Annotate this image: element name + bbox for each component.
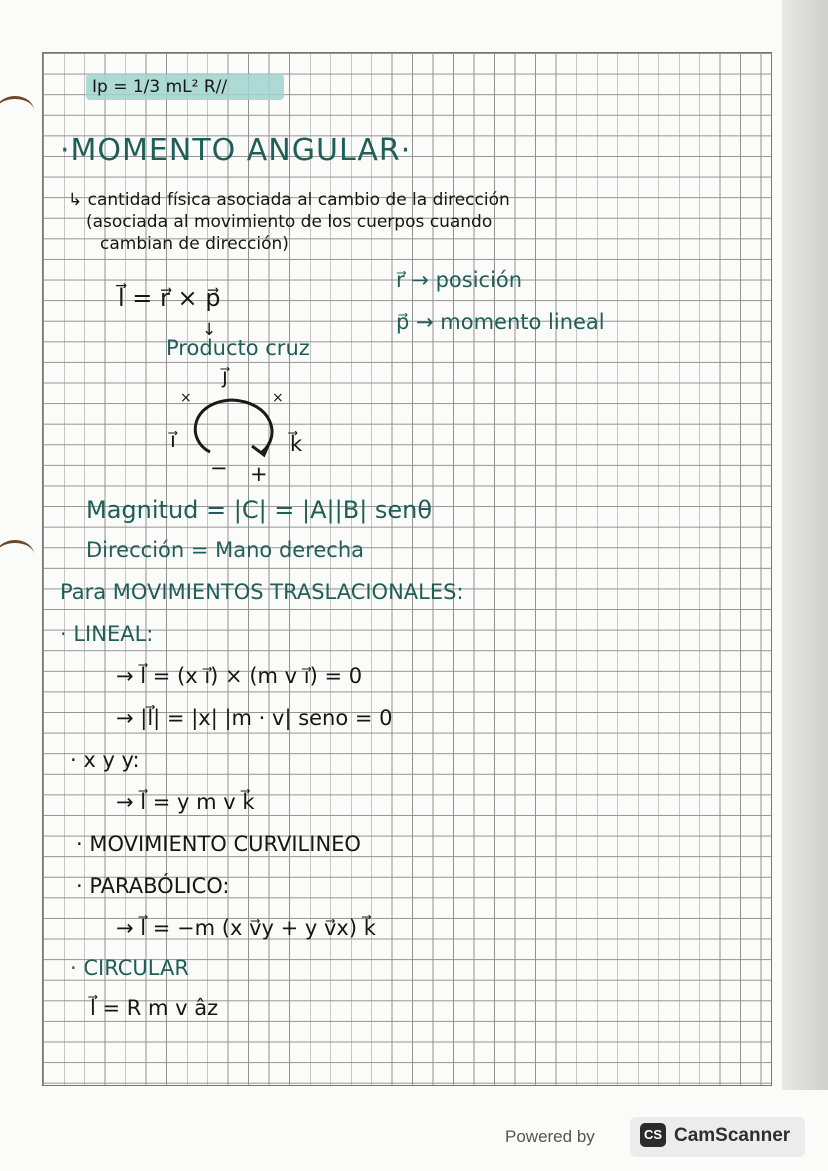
curvilineo-heading: · MOVIMIENTO CURVILINEO bbox=[76, 832, 361, 856]
traslacionales-heading: Para MOVIMIENTOS TRASLACIONALES: bbox=[60, 580, 464, 604]
legend-position: r⃗ → posición bbox=[396, 268, 523, 292]
main-formula: l⃗ = r⃗ × p⃗ bbox=[118, 284, 221, 312]
circular-equation: l⃗ = R m v âz bbox=[90, 996, 219, 1020]
camscanner-brand: CamScanner bbox=[674, 1125, 791, 1146]
definition-line-2: (asociada al movimiento de los cuerpos cuando bbox=[86, 212, 493, 232]
definition-line-1: ↳ cantidad física asociada al cambio de la dirección bbox=[68, 190, 510, 210]
minus-sign: − bbox=[210, 456, 228, 480]
cross-mark-icon: × bbox=[180, 390, 192, 406]
parabolico-equation: → l⃗ = −m (x v⃗y + y v⃗x) k⃗ bbox=[116, 916, 376, 940]
parabolico-heading: · PARABÓLICO: bbox=[76, 874, 230, 898]
arc-arrowhead-icon bbox=[252, 441, 270, 455]
unit-vector-j: j⃗ bbox=[222, 364, 228, 388]
camscanner-logo-icon: CS bbox=[640, 1123, 666, 1147]
rotation-arc-icon bbox=[195, 400, 272, 452]
circular-heading: · CIRCULAR bbox=[70, 956, 189, 980]
page-title: ·MOMENTO ANGULAR· bbox=[60, 133, 412, 168]
unit-vector-i: i⃗ bbox=[170, 428, 176, 452]
definition-line-3: cambian de dirección) bbox=[100, 234, 289, 254]
lineal-equation-2: → |l⃗| = |x| |m · v| seno = 0 bbox=[116, 706, 393, 730]
powered-by-label: Powered by bbox=[505, 1127, 595, 1146]
legend-momentum: p⃗ → momento lineal bbox=[396, 310, 605, 334]
lineal-heading: · LINEAL: bbox=[60, 622, 154, 646]
magnitude-line: Magnitud = |C| = |A||B| senθ bbox=[86, 496, 433, 524]
plus-sign: + bbox=[250, 462, 268, 486]
cross-mark-icon: × bbox=[272, 390, 284, 406]
header-formula: Ip = 1/3 mL² R// bbox=[92, 77, 228, 97]
xy-heading: · x y y: bbox=[70, 748, 140, 772]
xy-equation: → l⃗ = y m v k⃗ bbox=[116, 790, 255, 814]
down-arrow-icon: ↓ bbox=[202, 320, 217, 340]
unit-vector-k: k⃗ bbox=[290, 432, 303, 456]
lineal-equation-1: → l⃗ = (x i⃗) × (m v i⃗) = 0 bbox=[116, 664, 363, 688]
direction-line: Dirección = Mano derecha bbox=[86, 538, 365, 562]
product-label: Producto cruz bbox=[166, 336, 310, 360]
